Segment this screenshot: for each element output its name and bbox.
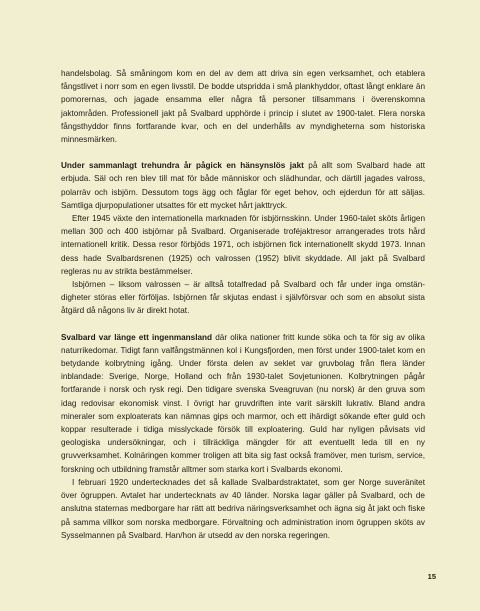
paragraph-4-text: Isbjörnen – liksom valrossen – är alltså totalfredad på Svalbard och får under inga omständigheter störas eller förföljas. Isbjörnen får skjutas endast i självförsvar och som en absolut sista åtgärd då någons liv är direkt hotat. — [61, 280, 425, 316]
paragraph-2-text: på allt som Svalbard hade att erbjuda. Säl och ren blev till mat för både människor och slädhundar, och därtill jagades valross, polarräv och isbjörn. Dessutom togs ägg och fåglar för eget behov, och ejderdun för att säljas. Samtliga djurpopulationer utsattes för ett mycket hårt jakttryck. — [61, 161, 425, 210]
paragraph-1 — [61, 67, 425, 146]
paragraph-5-text: där olika nationer fritt kunde söka och ta för sig av olika naturrikedomar. Tidigt fann valfångstmännen kol i Kungsfjorden, men först under 1900-talet kom en betydande kolbrytning igång. Under första delen av seklet var gruvbolag från flera länder inblandade: Sverige, Norge, Holland och från 1930-talet Sovjetunionen. Kolbrytningen pågår fortfarande i norsk och rysk regi. Den tidigare svenska Sveagruvan (nu norsk) är den gruva som idag redovisar ekonomisk vinst. I övrigt har gruvdriften inte varit särskilt lukrativ. Bland andra mineraler som exploaterats kan nämnas gips och marmor, och ett ihärdigt sökande efter guld och koppar resulterade i tidiga misslyckade försök till exploatering. Guld har nyligen påvisats vid geologiska undersökningar, och i tillräckliga mängder för att eventuellt leda till en ny gruvverksamhet. Kolnäringen kommer troligen att bita sig fast också framöver, men turism, service, forskning och utbildning framstår alltmer som starka kort i Svalbards ekonomi. — [61, 332, 425, 474]
paragraph-5 — [61, 331, 425, 476]
paragraph-2-lead: Under sammanlagt trehundra år pågick en hänsynslös jakt — [61, 161, 304, 171]
paragraph-4 — [61, 278, 425, 318]
paragraph-2 — [61, 159, 425, 212]
paragraph-3 — [61, 212, 425, 278]
paragraph-5-lead: Svalbard var länge ett ingenmansland — [61, 332, 213, 342]
paragraph-3-text: Efter 1945 växte den internationella marknaden för isbjörnsskinn. Under 1960-talet sköts årligen mellan 300 och 400 isbjörnar på Svalbard. Organiserade troféjaktresor arrangerades trots hård internationell kritik. Dessa resor förbjöds 1971, och isbjörnen fick internationellt skydd 1973. Innan dess hade Svalbardsrenen (1925) och valrossen (1952) blivit skyddade. All jakt på Svalbard regleras nu av strikta bestämmelser. — [61, 214, 425, 276]
paragraph-6-text: I februari 1920 undertecknades det så kallade Svalbardstraktatet, som ger Norge suveränitet över ögruppen. Avtalet har undertecknats av 40 länder. Norska lagar gäller på Svalbard, och de anslutna staternas medborgare har rätt att bedriva näringsverksamhet och ägna sig åt jakt och fiske på samma villkor som norska medborgare. Förvaltning och administration inom ögruppen sköts av Sysselmannen på Svalbard. Han/hon är utsedd av den norska regeringen. — [61, 477, 425, 540]
page-body — [61, 67, 425, 542]
paragraph-6 — [61, 476, 425, 542]
page-number: 15 — [427, 572, 436, 581]
paragraph-1-text: handelsbolag. Så småningom kom en del av dem att driva sin egen verksamhet, och etablera fångstlivet i norr som en egen livsstil. De bodde utspridda i små plankhyddor, oftast långt enklare än pomorernas, och jagade ensamma eller några få personer tillsammans i överenskomna jaktområden. Professionell jakt på Svalbard upphörde i princip i slutet av 1900-talet. Flera norska fångsthyddor finns fortfarande kvar, och en del underhålls av myndigheterna som historiska minnesmärken. — [61, 69, 425, 145]
